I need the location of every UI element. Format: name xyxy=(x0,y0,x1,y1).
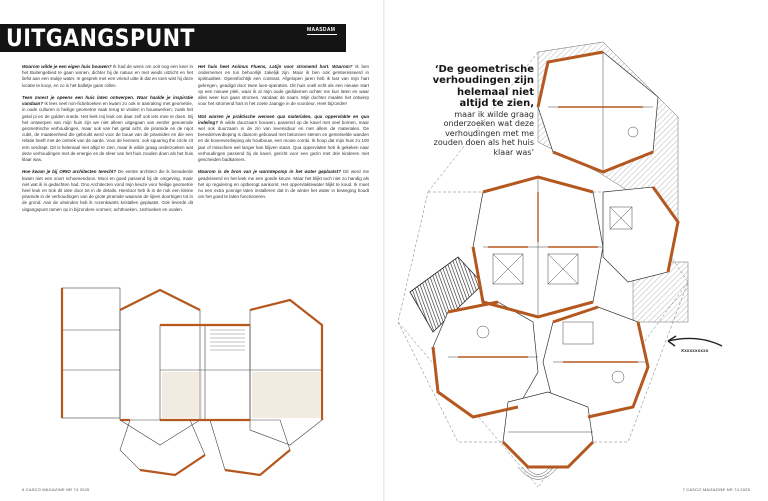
qa-paragraph xyxy=(198,64,369,107)
question: Hoe kwam je bij ORIO architecten terecht? xyxy=(22,169,117,175)
question: Waarom is de bron van je warmtepomp in het water geplaatst? xyxy=(198,169,341,175)
question: Wat warren je praktische wensen qua materialen, qua oppervlakte en qua indeling? xyxy=(198,113,369,125)
floor-plan-ground xyxy=(50,270,340,482)
section-tag: MAASDAM xyxy=(307,27,336,33)
answer: Dit werd me geadviseerd en het leek me een goede keuze. Maar het blijkt toch niet zo handig als het op regulering en optberogt aankomt. Het oppervlaktewater blijkt te koud. Ik moet nu een extra ponnige laten installeren dat in de winter het water in beweging houdt om het goed te laten functioneren. xyxy=(198,169,369,200)
question: Teen moest je opeens een huis laten ontwerpen. Waar haalde je inspiratie vandaan? xyxy=(22,95,193,107)
answer: Ik lees veel non-fictieboeken en kwam zo ook in aanraking met geometrie, in oude culturen is heilige geometrie vaak terug te vinden in bouwwerken; zoals het getal pi en de gulden snede. Het leek mij leuk om daar zelf ook iets mee te doen. Bij het ontwerpen van mijn huis zijn we niet alleen uitgegaan van eerder genoemde geometrische verhoudingen, maar ook van het getal acht, de piramide en de rojot cubit, de maateenheid die gebruikt werd voor de bouw van de piramides en die een relatie heeft met de omtrek van de aarde. Voor de kenners: ook squaring the circle zit erin verdrapt. Dit is helemaal niet altijd te zien, maar ik wilde graag onderzoeken wat deze verhoudingen met de energie en de sfeer van het huis zouden doen als het huis klaar was. xyxy=(22,101,193,163)
qa-paragraph xyxy=(198,114,369,164)
arrow-label: Xxxxxxxxxx xyxy=(681,348,709,353)
answer: Ik ben ondernemer en tun behoorlijk zakelijk zijn. Maar ik ben ook geïnteresseerd in spiritualiteit. Opensfochtijk een contrast. Afgelopen jaren heb ik last van mijn hart gekregen, geadigd door twee luen-operaties. Dit huis voelt echt als een nieuwe start op een nieuwe plek, waar ik al mijn oude gedidemen achter me kun laten en waar alles weer kun gaan stromen. Vandaar de naam. Mijn dochter maakte het ontwerp voor het stromend hart in het zoete zaangje in de voordeur. Heel bijzonder! xyxy=(198,64,369,107)
answer: De eerste architect die ik benaderde kwam niet een soort schoenendoos. Mooi en goed passend bij de omgeving, maar niet wat ik in gedachten had. Ono Architecten vond mijn keuze voor heilige geometrie heel leuk en trok dit idee door tot in de details. Hierdoor heb ik in de nok een kleine piramide in de verhoudingen van de grote piramide waarvan de lijnen doortrigen tot in de grond. Aan de uiteinden heb ik rozenkwarts kristallen geplaatst. Ook leverde dit uitgangspunt ramen op in bijzondere vormen; achthoeken, zeshoeken en ovalen. xyxy=(22,169,193,212)
section-title: UITGANGSPUNT xyxy=(6,24,195,52)
question: Het huis heet Animus Fluens, Latijn voor stromend hart. Waarom? xyxy=(198,64,353,69)
qa-paragraph xyxy=(198,169,369,200)
pull-quote xyxy=(426,64,534,157)
page-folio-left: 6 CASCO MAGAZINE NR 74 2025 xyxy=(22,487,90,492)
question: Waarom wilde je een eigen huis bouwen? xyxy=(22,64,112,69)
page-folio-right: 7 CASCO MAGAZINE NR 74 2025 xyxy=(682,487,750,492)
pull-quote-light: maar ik wilde graag onderzoeken wat deze verhoudingen met me zouden doen als het huis klaar was’ xyxy=(433,109,534,157)
section-banner xyxy=(0,24,346,52)
qa-paragraph xyxy=(22,64,193,89)
article-column-right xyxy=(198,64,369,207)
answer: Ik wilde duurzaam bouwen, passend op de kavel met veel bomen, maar wel ook duurzaam in de zin van levensduur en met allem de materialen. De benedenverdieping is daarom gebouwd met betonnen stenen en gemetselde wanden en de bovenverdieping als houtbouw, een mooie combi. Ik hoop dat mijn huis zo 100 jaar of misschien wel langer kan blijven staan. Qua oppervlakte heb ik gekeken naar verhoudingen passend bij de kavel, gericht voor een gezin met drie kinderen met gescheiden badkamers. xyxy=(198,119,369,163)
qa-paragraph xyxy=(22,169,193,212)
qa-paragraph xyxy=(22,95,193,163)
article-column-left xyxy=(22,64,193,219)
section-tag-rule xyxy=(307,34,337,35)
pull-quote-bold: ‘De geometrische verhoudingen zijn helemaal niet altijd te zien, xyxy=(432,64,534,110)
answer: Ik had de wens om ooit nog een keer in het Buitengebied te gaan wonen, dichter bij de natuur en met weids uitzicht en het liefst aan een stukje water. In gesprek met een vriend uitte ik dat en toen wist hij deze locatie te koop, en zo is het balletje gaan rollen. xyxy=(22,64,193,88)
